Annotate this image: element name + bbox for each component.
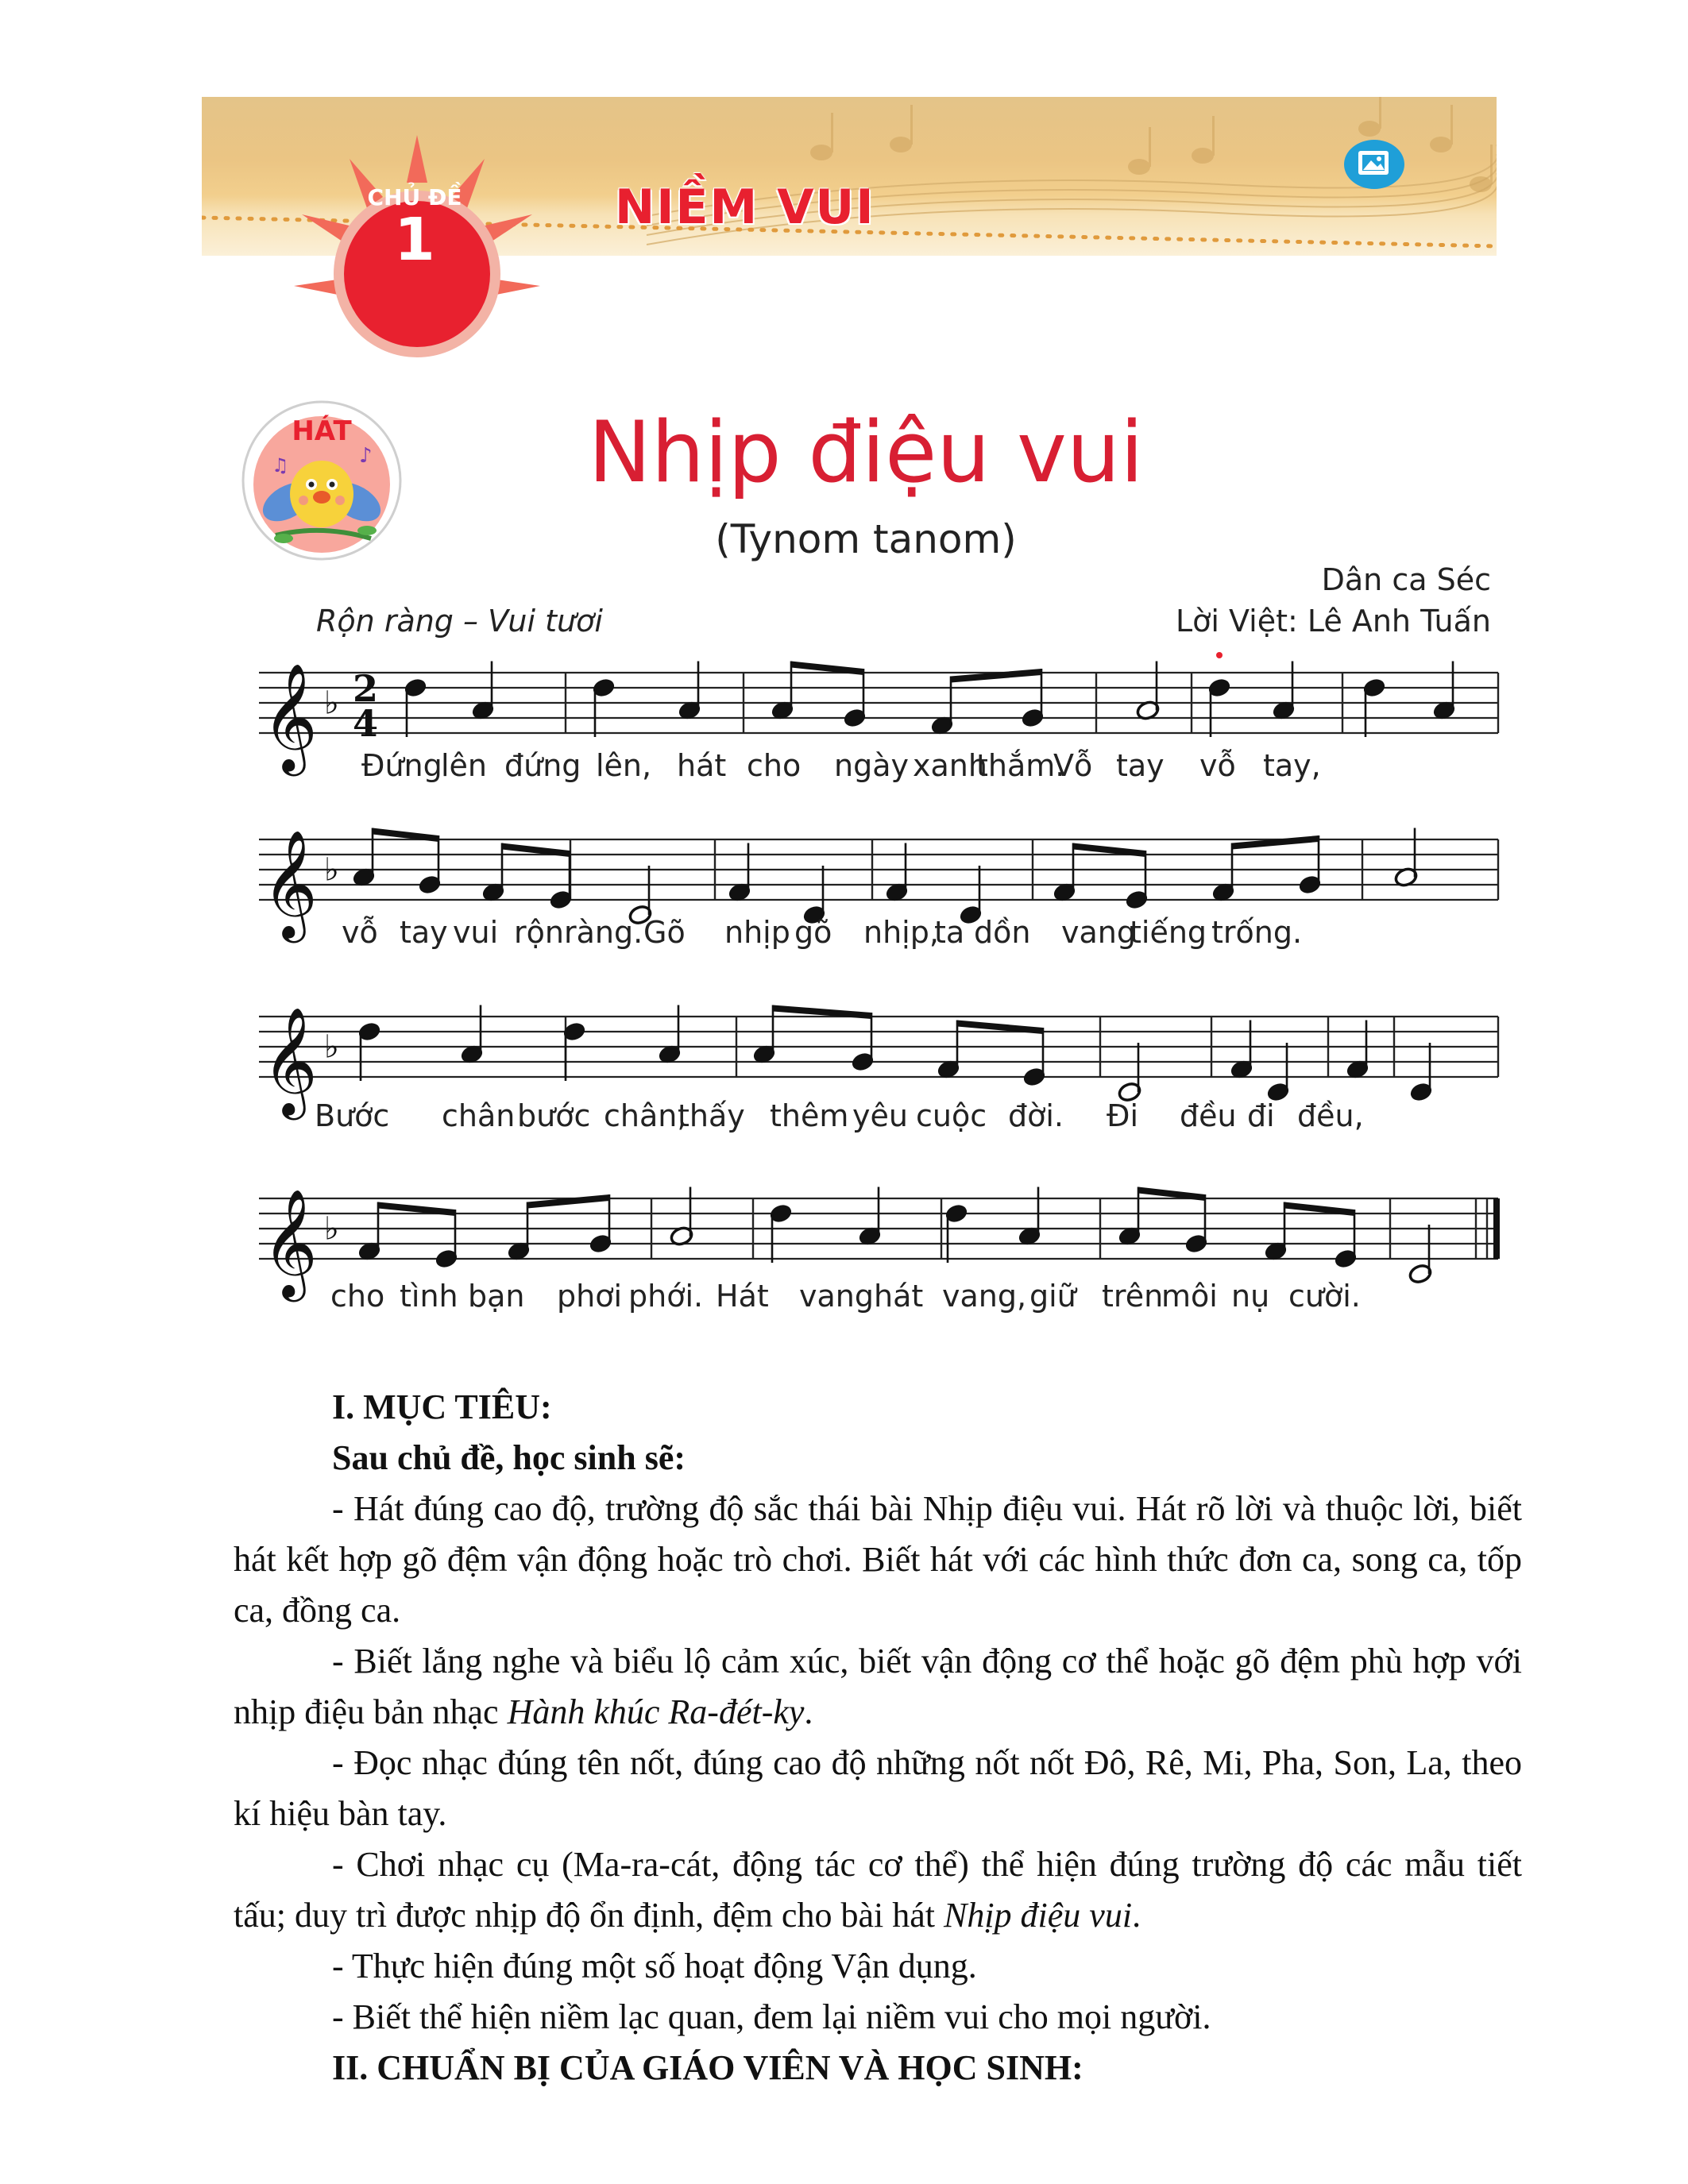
- lyric-syllable: cười.: [1288, 1279, 1361, 1314]
- lyric-syllable: bước: [517, 1098, 591, 1133]
- lyric-syllable: vui: [453, 915, 499, 950]
- beam: [951, 669, 1041, 683]
- lyric-syllable: Đi: [1107, 1098, 1139, 1133]
- lyric-syllable: ngày: [834, 748, 909, 783]
- lyric-syllable: dồn: [974, 915, 1031, 950]
- lyric-syllable: đứng: [504, 748, 581, 783]
- svg-text:♪: ♪: [359, 444, 373, 468]
- lyric-syllable: trên: [1102, 1279, 1164, 1314]
- objective-item: - Đọc nhạc đúng tên nốt, đúng cao độ những nốt nốt Đô, Rê, Mi, Pha, Son, La, theo kí hiệu bàn tay.: [234, 1743, 1522, 1833]
- lyric-syllable: lên: [441, 748, 488, 783]
- treble-clef-icon: 𝄞: [262, 828, 318, 938]
- lyric-syllable: thấy: [678, 1098, 745, 1133]
- lyric-syllable: cho: [330, 1279, 385, 1314]
- lyric-syllable: hát: [874, 1279, 924, 1314]
- beam: [527, 1194, 609, 1209]
- song-title: Nhịp điệu vui: [588, 403, 1144, 501]
- lyrics-credit: Lời Việt: Lê Anh Tuấn: [1175, 604, 1491, 639]
- treble-clef-icon: 𝄞: [262, 662, 318, 771]
- treble-clef-icon: 𝄞: [262, 1005, 318, 1115]
- tempo-marking: Rộn ràng – Vui tươi: [316, 604, 603, 639]
- lyric-syllable: vang: [1061, 915, 1136, 950]
- lyric-syllable: thêm: [770, 1098, 849, 1133]
- objective-item: - Thực hiện đúng một số hoạt động Vận dụng.: [332, 1947, 977, 1985]
- lyric-syllable: chân: [442, 1098, 516, 1133]
- lesson-objectives: [234, 1382, 1522, 2093]
- lyric-syllable: đều: [1180, 1098, 1237, 1133]
- lyric-syllable: môi: [1161, 1279, 1218, 1314]
- lyric-syllable: ràng.: [564, 915, 643, 950]
- accent-dot: [1216, 652, 1223, 658]
- lyric-syllable: trống.: [1211, 915, 1303, 950]
- lyric-syllable: yêu: [852, 1098, 908, 1133]
- flat-key-signature: ♭: [324, 685, 339, 722]
- lyric-syllable: vỗ: [342, 915, 378, 950]
- objective-item: - Biết lắng nghe và biểu lộ cảm xúc, biết vận động cơ thể hoặc gõ đệm phù hợp với nhịp điệu bản nhạc Hành khúc Ra-đét-ky.: [234, 1642, 1522, 1731]
- lyric-syllable: chân,: [604, 1098, 687, 1133]
- lyric-syllable: thắm.: [976, 748, 1065, 783]
- flat-key-signature: ♭: [324, 1210, 339, 1248]
- lyric-syllable: bạn: [468, 1279, 525, 1314]
- flat-key-signature: ♭: [324, 1028, 339, 1066]
- topic-label: CHỦ ĐỀ: [367, 184, 462, 210]
- beam: [1232, 835, 1319, 850]
- song-subtitle: (Tynom tanom): [715, 516, 1017, 562]
- lyric-syllable: nhịp,: [863, 915, 939, 950]
- lyric-syllable: Gõ: [643, 915, 686, 950]
- topic-number: 1: [394, 206, 435, 274]
- lyric-syllable: phới.: [628, 1279, 704, 1314]
- time-signature-bottom: 4: [353, 702, 379, 745]
- lyric-syllable: phơi: [557, 1279, 623, 1314]
- svg-text:♫: ♫: [272, 454, 289, 477]
- lyric-syllable: đi: [1247, 1098, 1275, 1133]
- lyric-syllable: tay,: [1263, 748, 1321, 783]
- section-heading-preparation: II. CHUẨN BỊ CỦA GIÁO VIÊN VÀ HỌC SINH:: [332, 2048, 1083, 2087]
- sing-badge-label: HÁT: [292, 415, 352, 447]
- lyric-syllable: vang,: [942, 1279, 1027, 1314]
- lyric-syllable: đời.: [1008, 1098, 1064, 1133]
- lyric-syllable: nụ: [1231, 1279, 1270, 1314]
- objective-item: - Chơi nhạc cụ (Ma-ra-cát, động tác cơ thể) thể hiện đúng trường độ các mẫu tiết tấu; duy trì được nhịp độ ổn định, đệm cho bài hát Nhịp điệu vui.: [234, 1845, 1522, 1935]
- treble-clef-icon: 𝄞: [262, 1187, 318, 1297]
- song-origin: Dân ca Séc: [1321, 562, 1491, 597]
- lyric-syllable: ta: [934, 915, 965, 950]
- lyric-syllable: tiếng: [1130, 915, 1207, 950]
- final-barline: [1493, 1198, 1500, 1259]
- lyric-syllable: vỗ: [1199, 748, 1236, 783]
- lyric-syllable: giữ: [1029, 1279, 1076, 1314]
- lyric-syllable: tình: [400, 1279, 458, 1314]
- lyric-syllable: cho: [747, 748, 802, 783]
- flat-key-signature: ♭: [324, 851, 339, 889]
- lyric-syllable: gõ: [794, 915, 832, 950]
- objective-item: - Hát đúng cao độ, trường độ sắc thái bài Nhịp điệu vui. Hát rõ lời và thuộc lời, biết hát kết hợp gõ đệm vận động hoặc trò chơi. Biết hát với các hình thức đơn ca, song ca, tốp ca, đồng ca.: [234, 1489, 1522, 1630]
- lyric-syllable: vang: [799, 1279, 874, 1314]
- section-heading-objectives: I. MỤC TIÊU:: [332, 1387, 552, 1426]
- lyric-syllable: tay: [400, 915, 448, 950]
- lyric-syllable: Bước: [315, 1098, 390, 1133]
- lyric-syllable: xanh: [913, 748, 987, 783]
- lyric-syllable: đều,: [1297, 1098, 1364, 1133]
- lyric-syllable: hát: [677, 748, 727, 783]
- lyric-syllable: Đứng: [361, 748, 442, 783]
- lyric-syllable: lên,: [596, 748, 652, 783]
- lyric-syllable: Hát: [716, 1279, 769, 1314]
- topic-title: NIỀM VUI: [615, 179, 875, 235]
- objective-item: - Biết thể hiện niềm lạc quan, đem lại niềm vui cho mọi người.: [332, 1997, 1211, 2036]
- lyric-syllable: tay: [1116, 748, 1165, 783]
- lyric-syllable: Vỗ: [1053, 748, 1093, 783]
- lyric-syllable: cuộc: [916, 1098, 987, 1133]
- objectives-intro: Sau chủ đề, học sinh sẽ:: [332, 1438, 686, 1477]
- time-signature-top: 2: [353, 667, 379, 710]
- lyric-syllable: rộn: [514, 915, 564, 950]
- lyric-syllable: nhịp: [724, 915, 790, 950]
